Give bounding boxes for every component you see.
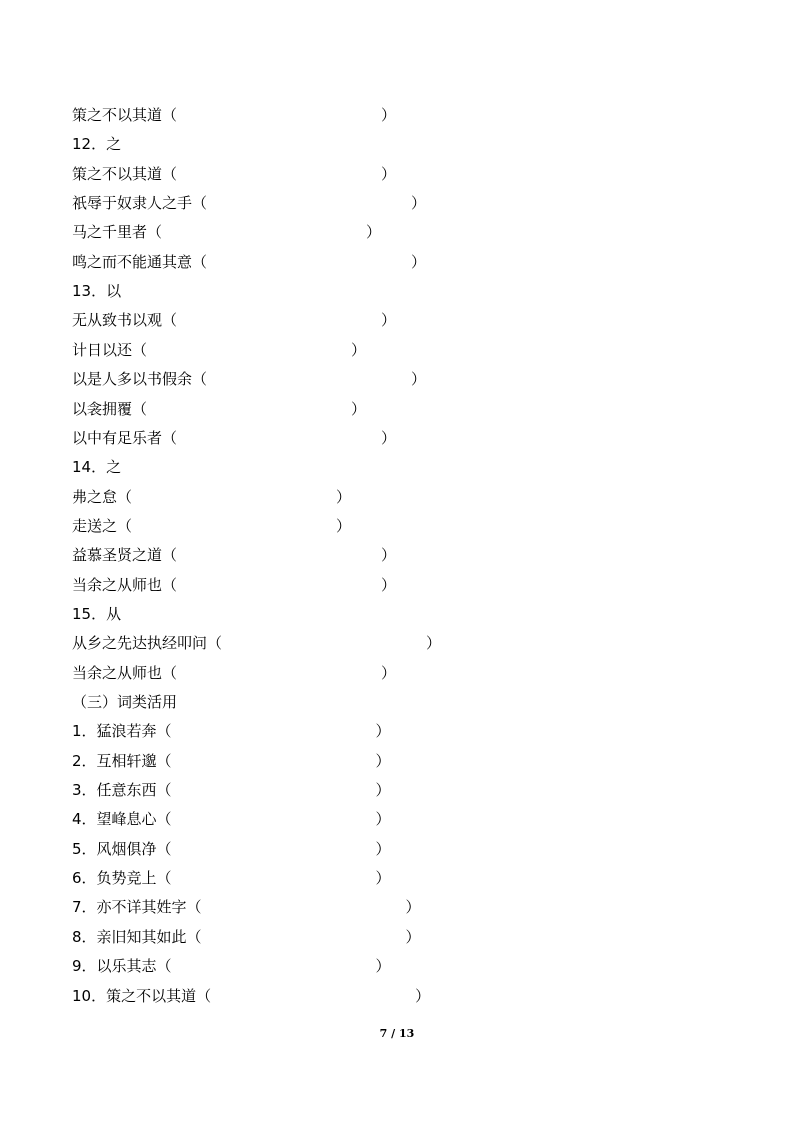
closing-paren: ） [351,399,367,418]
closing-paren: ） [381,311,397,330]
question-line [72,955,391,977]
question-text: 祇辱于奴隶人之手（ [72,194,208,213]
closing-paren: ） [375,810,391,829]
closing-paren: ） [375,781,391,800]
question-line [72,574,396,596]
closing-paren: ） [405,898,421,917]
question-text: 益慕圣贤之道（ [72,546,178,565]
closing-paren: ） [381,428,397,447]
question-line [72,632,441,654]
question-text: 以衾拥覆（ [72,399,148,418]
question-line [72,985,430,1007]
question-text: 3．任意东西（ [72,781,172,800]
question-text: 7．亦不详其姓字（ [72,898,202,917]
closing-paren: ） [375,869,391,888]
question-text: 4．望峰息心（ [72,810,172,829]
question-text: 无从致书以观（ [72,311,178,330]
question-line [72,309,396,331]
closing-paren: ） [411,370,427,389]
section-heading [72,603,121,625]
question-text: 当余之从师也（ [72,575,178,594]
question-line [72,398,366,420]
closing-paren: ） [405,927,421,946]
question-text: 以是人多以书假余（ [72,370,208,389]
question-text: 8．亲旧知其如此（ [72,927,202,946]
question-line [72,339,366,361]
closing-paren: ） [375,722,391,741]
closing-paren: ） [375,751,391,770]
closing-paren: ） [411,194,427,213]
section-heading [72,456,121,478]
question-line [72,192,426,214]
question-line [72,926,421,948]
heading-text: 13．以 [72,282,122,301]
closing-paren: ） [381,575,397,594]
closing-paren: ） [426,634,442,653]
question-line [72,486,351,508]
question-line [72,808,391,830]
question-text: 计日以还（ [72,340,148,359]
closing-paren: ） [375,839,391,858]
question-line [72,515,351,537]
closing-paren: ） [411,252,427,271]
question-text: 10．策之不以其道（ [72,986,212,1005]
question-text: 马之千里者（ [72,223,163,242]
question-text: 从乡之先达执经叩问（ [72,634,223,653]
question-text: 6．负势竞上（ [72,869,172,888]
closing-paren: ） [415,986,431,1005]
question-line [72,867,391,889]
question-text: 5．风烟俱净（ [72,839,172,858]
question-line [72,662,396,684]
question-text: 9．以乐其志（ [72,957,172,976]
question-line [72,221,381,243]
closing-paren: ） [375,957,391,976]
closing-paren: ） [381,164,397,183]
heading-text: 15．从 [72,604,122,623]
closing-paren: ） [351,340,367,359]
question-text: 弗之怠（ [72,487,133,506]
heading-text: （三）词类活用 [72,693,178,711]
question-text: 当余之从师也（ [72,663,178,682]
section-heading [72,280,121,302]
question-line [72,896,421,918]
question-text: 策之不以其道（ [72,164,178,183]
question-text: 1．猛浪若奔（ [72,722,172,741]
question-line [72,104,396,126]
question-text: 以中有足乐者（ [72,428,178,447]
heading-text: 12．之 [72,135,122,154]
question-line [72,544,396,566]
section-heading [72,691,177,713]
closing-paren: ） [381,106,397,124]
page-number: 7 / 13 [379,1027,415,1040]
closing-paren: ） [366,223,382,242]
heading-text: 14．之 [72,458,122,477]
section-heading [72,133,121,155]
question-line [72,163,396,185]
question-line [72,838,391,860]
question-line [72,779,391,801]
closing-paren: ） [381,663,397,682]
closing-paren: ） [336,516,352,535]
closing-paren: ） [336,487,352,506]
question-line [72,368,426,390]
question-text: 鸣之而不能通其意（ [72,252,208,271]
question-text: 走送之（ [72,516,133,535]
question-text: 策之不以其道（ [72,106,178,124]
question-text: 2．互相轩邈（ [72,751,172,770]
question-line [72,720,391,742]
question-line [72,251,426,273]
question-line [72,427,396,449]
closing-paren: ） [381,546,397,565]
question-line [72,750,391,772]
